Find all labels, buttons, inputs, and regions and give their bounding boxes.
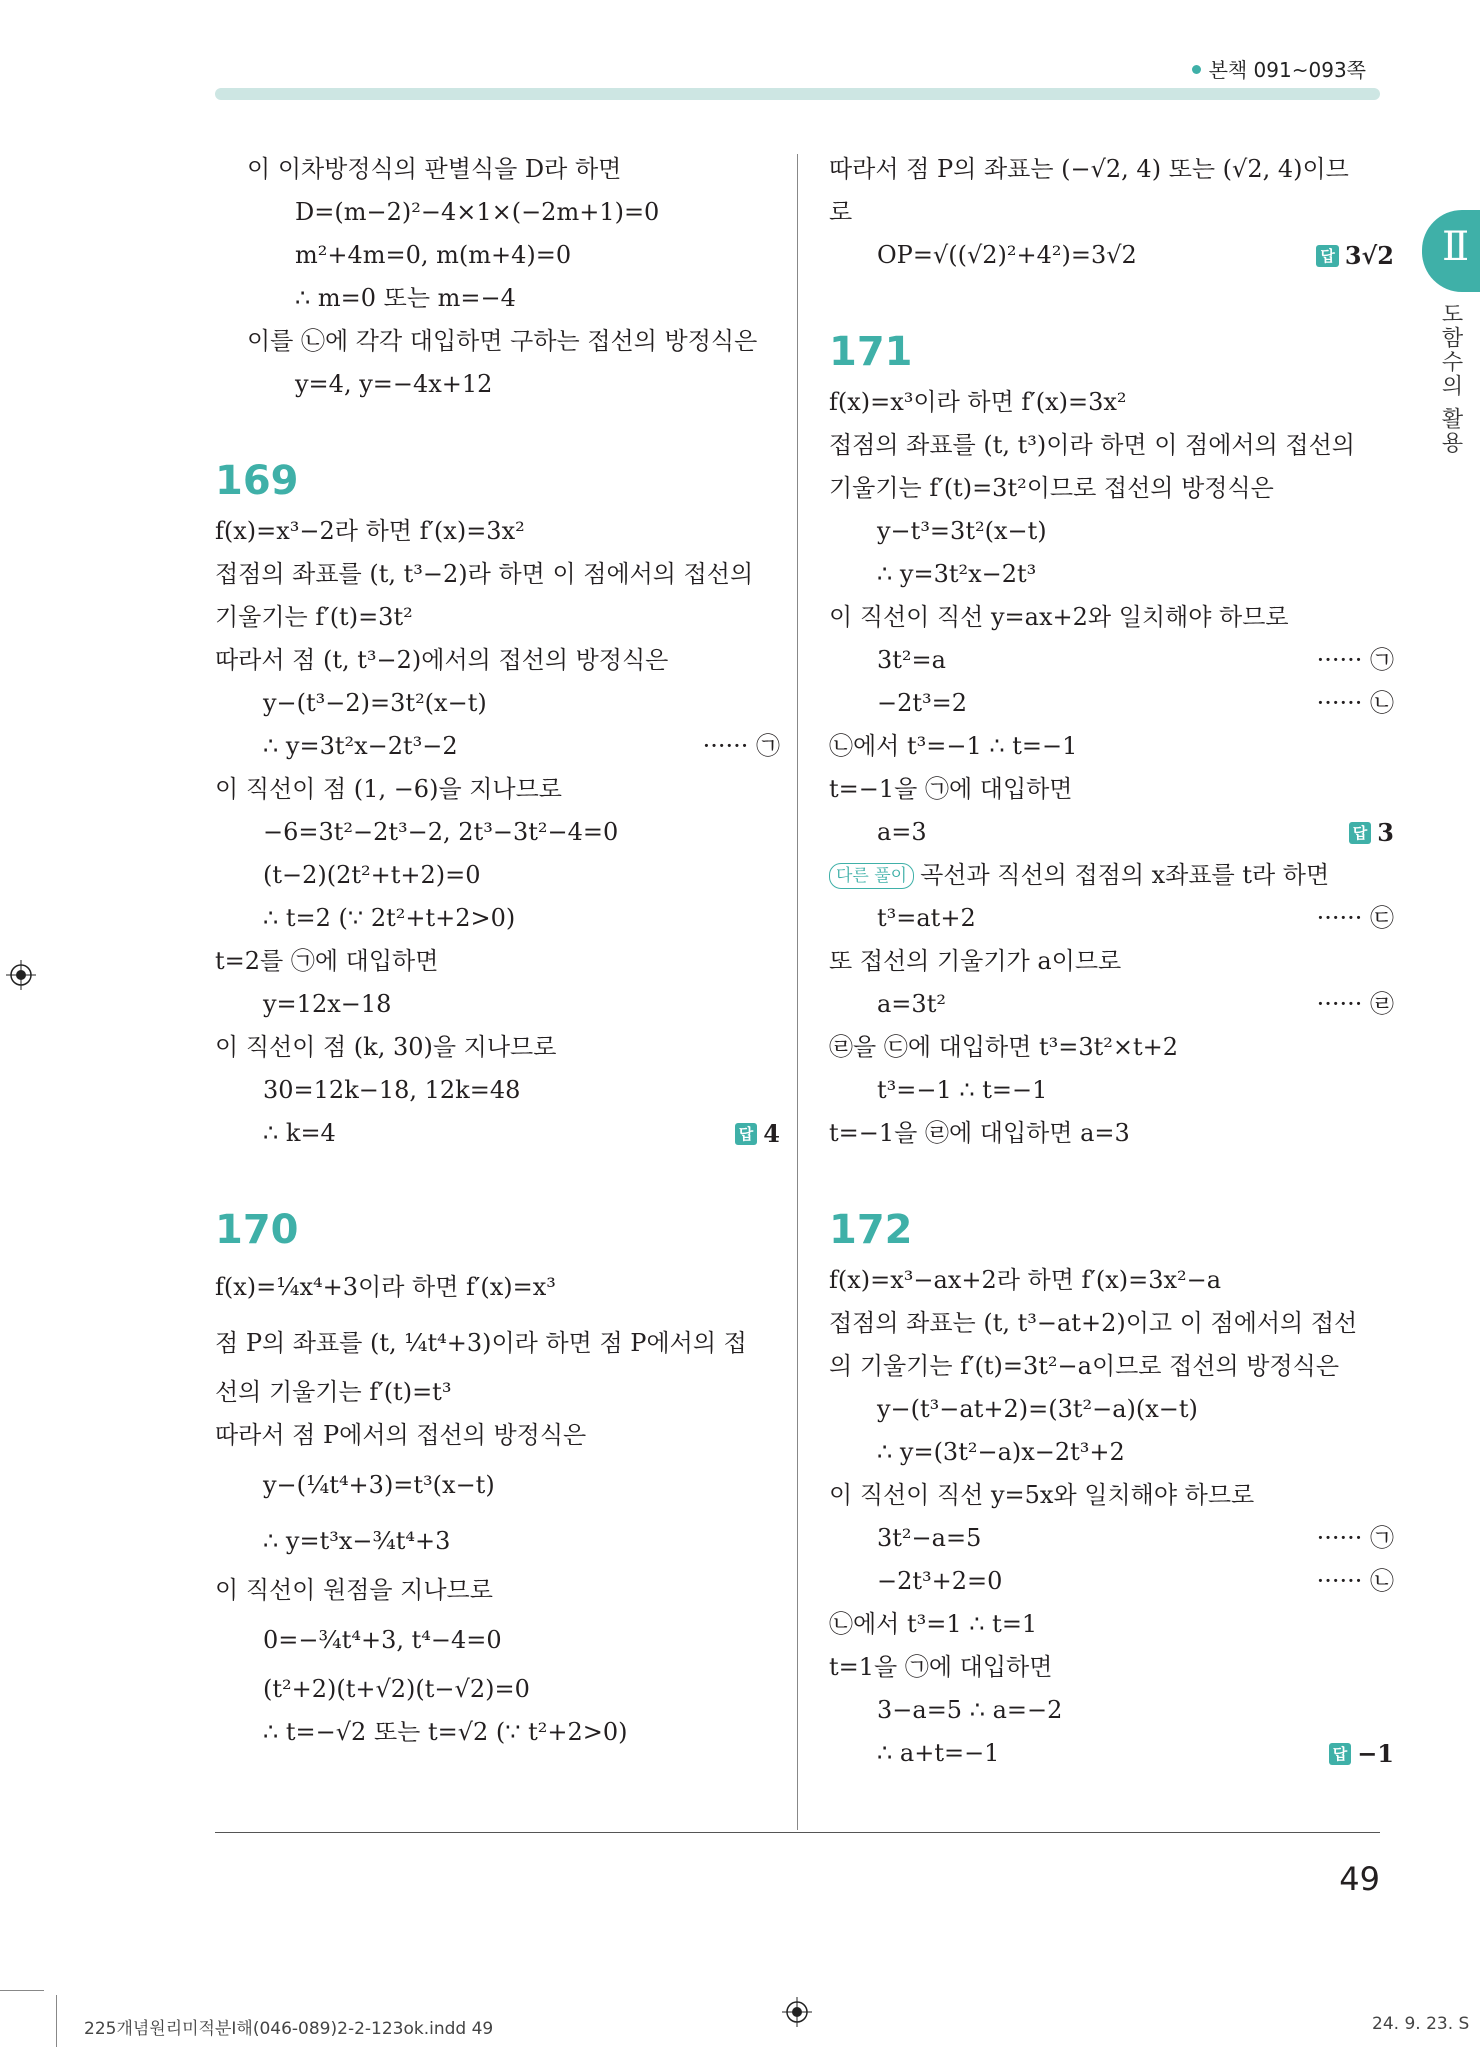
equation-line: 0=−¾t⁴+3, t⁴−4=0 <box>263 1626 502 1654</box>
equation-line: ∴ y=t³x−¾t⁴+3 <box>263 1527 451 1555</box>
text-line: ㉡에서 t³=1 ∴ t=1 <box>829 1610 1038 1638</box>
answer-tag: 답 <box>1316 245 1339 267</box>
text-line: t=1을 ㉠에 대입하면 <box>829 1653 1053 1681</box>
answer-tag: 답 <box>1329 1743 1352 1765</box>
print-slug: 225개념원리미적분Ⅰ해(046-089)2-2-123ok.indd 49 <box>84 2019 494 2039</box>
crop-line <box>0 1990 44 1991</box>
left-column <box>215 148 780 1754</box>
equation-line: a=3t² ······ ㉣ <box>829 983 1394 1026</box>
equation-marker: ······ ㉡ <box>1316 1567 1394 1595</box>
equation-line: y−(t³−2)=3t²(x−t) <box>263 689 487 717</box>
equation-line: −2t³=2 ······ ㉡ <box>829 682 1394 725</box>
text-line: 또 접선의 기울기가 a이므로 <box>829 947 1122 975</box>
equation-line: ∴ a+t=−1 답 −1 <box>829 1732 1394 1775</box>
equation-line: −6=3t²−2t³−2, 2t³−3t²−4=0 <box>263 818 619 846</box>
text-line: 선의 기울기는 f′(t)=t³ <box>215 1378 452 1406</box>
page-number: 49 <box>1339 1860 1380 1898</box>
header-bar <box>215 88 1380 100</box>
equation-line: m²+4m=0, m(m+4)=0 <box>295 241 572 269</box>
answer-value: 3 <box>1377 818 1394 847</box>
chapter-tab <box>1422 210 1480 292</box>
problem-number: 171 <box>829 329 913 375</box>
text-line: 접점의 좌표는 (t, t³−at+2)이고 이 점에서의 접선 <box>829 1309 1358 1337</box>
bullet-icon <box>1192 65 1201 74</box>
equation-line: ∴ m=0 또는 m=−4 <box>295 284 516 312</box>
equation-line: −2t³+2=0 ······ ㉡ <box>829 1560 1394 1603</box>
equation-line: y−(¼t⁴+3)=t³(x−t) <box>263 1471 495 1499</box>
equation-line: 3−a=5 ∴ a=−2 <box>877 1696 1063 1724</box>
equation-marker: ······ ㉠ <box>1316 1524 1394 1552</box>
answer-box <box>735 1112 780 1155</box>
answer-tag: 답 <box>735 1123 758 1145</box>
equation-line: (t²+2)(t+√2)(t−√2)=0 <box>263 1675 530 1703</box>
answer-tag: 답 <box>1349 822 1372 844</box>
text-line: 따라서 점 (t, t³−2)에서의 접선의 방정식은 <box>215 646 669 674</box>
text-line: 기울기는 f′(t)=3t² <box>215 603 413 631</box>
equation-marker: ······ ㉠ <box>1316 646 1394 674</box>
problem-number: 172 <box>829 1207 913 1253</box>
text-line: ㉣을 ㉢에 대입하면 t³=3t²×t+2 <box>829 1033 1179 1061</box>
equation-line: ∴ y=3t²x−2t³−2 ······ ㉠ <box>215 725 780 768</box>
registration-mark-icon <box>782 1997 812 2027</box>
chapter-label: 도함수의 활용 <box>1438 302 1463 455</box>
text-line: 이 직선이 직선 y=ax+2와 일치해야 하므로 <box>829 603 1289 631</box>
header-page-reference: 본책 091~093쪽 <box>1192 54 1366 83</box>
text-line: 로 <box>829 198 853 226</box>
text-line: 기울기는 f′(t)=3t²이므로 접선의 방정식은 <box>829 474 1274 502</box>
text-line: f(x)=x³−2라 하면 f′(x)=3x² <box>215 517 525 545</box>
equation-line: 30=12k−18, 12k=48 <box>263 1076 521 1104</box>
equation-line: 3t²−a=5 ······ ㉠ <box>829 1517 1394 1560</box>
answer-value: 3√2 <box>1344 241 1394 270</box>
text-line: 따라서 점 P의 좌표는 (−√2, 4) 또는 (√2, 4)이므 <box>829 155 1349 183</box>
chapter-numeral: Ⅱ <box>1442 224 1470 270</box>
text-line: 이 직선이 점 (k, 30)을 지나므로 <box>215 1033 557 1061</box>
equation-line: ∴ t=−√2 또는 t=√2 (∵ t²+2>0) <box>263 1718 628 1746</box>
text-line: 점 P의 좌표를 (t, ¼t⁴+3)이라 하면 점 P에서의 접 <box>215 1329 747 1357</box>
text-line: f(x)=¼x⁴+3이라 하면 f′(x)=x³ <box>215 1273 556 1301</box>
text-line: t=−1을 ㉠에 대입하면 <box>829 775 1073 803</box>
alt-solution-tag: 다른 풀이 <box>829 863 914 889</box>
text-line: 이를 ㉡에 각각 대입하면 구하는 접선의 방정식은 <box>247 327 758 355</box>
equation-line: 3t²=a ······ ㉠ <box>829 639 1394 682</box>
text-line: 이 이차방정식의 판별식을 D라 하면 <box>247 155 622 183</box>
answer-box <box>1329 1732 1394 1775</box>
problem-number: 169 <box>215 458 299 504</box>
text-line: 이 직선이 점 (1, −6)을 지나므로 <box>215 775 562 803</box>
column-divider <box>797 154 798 1830</box>
text-line: f(x)=x³이라 하면 f′(x)=3x² <box>829 388 1127 416</box>
text-line: 이 직선이 원점을 지나므로 <box>215 1576 493 1604</box>
print-date: 24. 9. 23. S <box>1372 2014 1470 2034</box>
equation-line: ∴ t=2 (∵ 2t²+t+2>0) <box>263 904 516 932</box>
text-line: 의 기울기는 f′(t)=3t²−a이므로 접선의 방정식은 <box>829 1352 1340 1380</box>
answer-box <box>1349 811 1394 854</box>
footer-rule <box>215 1832 1380 1833</box>
text-line: t=−1을 ㉣에 대입하면 a=3 <box>829 1119 1130 1147</box>
text-line: 이 직선이 직선 y=5x와 일치해야 하므로 <box>829 1481 1255 1509</box>
right-column <box>829 148 1394 1775</box>
problem-number: 170 <box>215 1207 299 1253</box>
equation-line: ∴ y=3t²x−2t³ <box>877 560 1037 588</box>
equation-line: OP=√((√2)²+4²)=3√2 답 3√2 <box>829 234 1394 277</box>
equation-marker: ······ ㉡ <box>1316 689 1394 717</box>
equation-line: ∴ k=4 답 4 <box>215 1112 780 1155</box>
text-line: f(x)=x³−ax+2라 하면 f′(x)=3x²−a <box>829 1266 1222 1294</box>
equation-line: D=(m−2)²−4×1×(−2m+1)=0 <box>295 198 660 226</box>
equation-line: y=12x−18 <box>263 990 392 1018</box>
text-line: 접점의 좌표를 (t, t³−2)라 하면 이 점에서의 접선의 <box>215 560 754 588</box>
equation-line: y−(t³−at+2)=(3t²−a)(x−t) <box>877 1395 1198 1423</box>
registration-mark-icon <box>6 960 36 990</box>
answer-value: −1 <box>1357 1739 1394 1768</box>
equation-line: t³=at+2 ······ ㉢ <box>829 897 1394 940</box>
answer-box <box>1316 234 1394 277</box>
equation-line: ∴ y=(3t²−a)x−2t³+2 <box>877 1438 1125 1466</box>
equation-marker: ······ ㉠ <box>702 732 780 760</box>
text-line: ㉡에서 t³=−1 ∴ t=−1 <box>829 732 1078 760</box>
equation-line: y−t³=3t²(x−t) <box>877 517 1047 545</box>
equation-line: (t−2)(2t²+t+2)=0 <box>263 861 481 889</box>
equation-marker: ······ ㉢ <box>1316 904 1394 932</box>
text-line: 따라서 점 P에서의 접선의 방정식은 <box>215 1421 587 1449</box>
equation-line: t³=−1 ∴ t=−1 <box>877 1076 1048 1104</box>
equation-line: y=4, y=−4x+12 <box>295 370 493 398</box>
equation-line: a=3 답 3 <box>829 811 1394 854</box>
text-line: t=2를 ㉠에 대입하면 <box>215 947 439 975</box>
crop-line <box>56 1995 57 2047</box>
text-line: 다른 풀이 곡선과 직선의 접점의 x좌표를 t라 하면 <box>829 854 1394 897</box>
equation-marker: ······ ㉣ <box>1316 990 1394 1018</box>
answer-value: 4 <box>763 1119 780 1148</box>
text-line: 접점의 좌표를 (t, t³)이라 하면 이 점에서의 접선의 <box>829 431 1355 459</box>
